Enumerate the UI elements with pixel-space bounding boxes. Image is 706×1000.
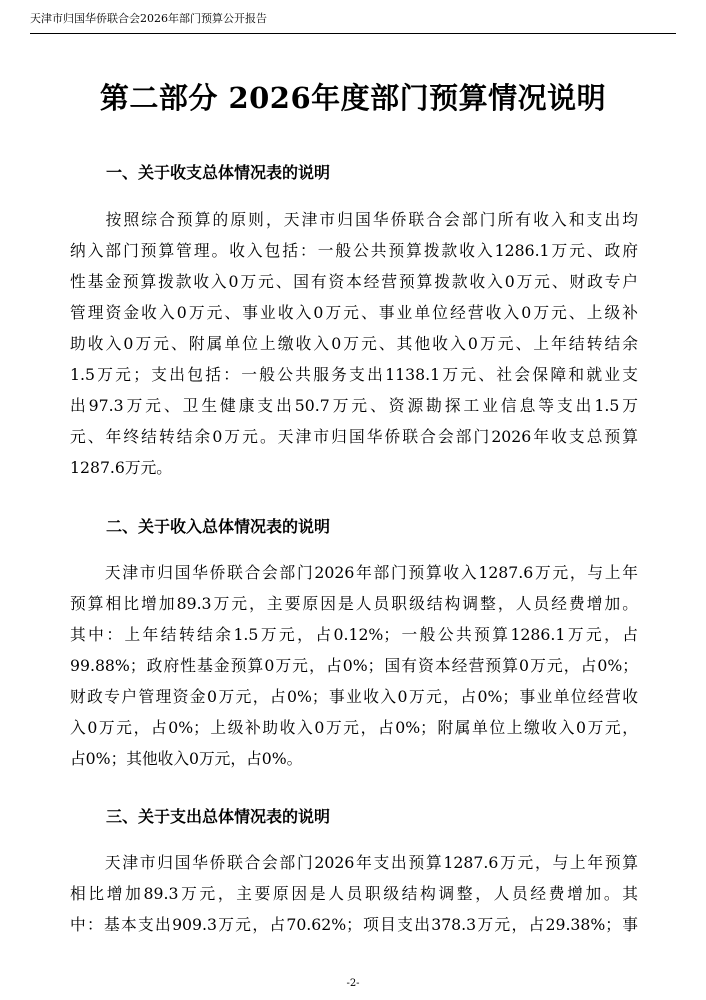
- section-heading-1: 一、关于收支总体情况表的说明: [106, 163, 331, 182]
- paragraph-line: 1.5万元；支出包括：一般公共服务支出1138.1万元、社会保障和就业支: [70, 365, 638, 384]
- section-2-paragraph: [70, 557, 638, 774]
- paragraph-line: 中：基本支出909.3万元，占70.62%；项目支出378.3万元，占29.38%；事: [70, 915, 638, 934]
- header-divider: [30, 33, 676, 34]
- paragraph-line: 出97.3万元、卫生健康支出50.7万元、资源勘探工业信息等支出1.5万: [70, 396, 638, 415]
- paragraph-line: 占0%；其他收入0万元，占0%。: [70, 749, 303, 768]
- page-title: 第二部分 2026年度部门预算情况说明: [99, 81, 607, 115]
- paragraph-line: 天津市归国华侨联合会部门2026年支出预算1287.6万元，与上年预算: [70, 853, 638, 872]
- section-heading-2: 二、关于收入总体情况表的说明: [106, 517, 331, 536]
- paragraph-line: 1287.6万元。: [70, 458, 172, 477]
- paragraph-line: 助收入0万元、附属单位上缴收入0万元、其他收入0万元、上年结转结余: [70, 334, 638, 353]
- paragraph-line: 入0万元，占0%；上级补助收入0万元，占0%；附属单位上缴收入0万元，: [70, 718, 638, 737]
- section-heading-3: 三、关于支出总体情况表的说明: [106, 807, 331, 826]
- paragraph-line: 性基金预算拨款收入0万元、国有资本经营预算拨款收入0万元、财政专户: [70, 272, 638, 291]
- paragraph-line: 99.88%；政府性基金预算0万元，占0%；国有资本经营预算0万元，占0%；: [70, 656, 638, 675]
- paragraph-line: 按照综合预算的原则，天津市归国华侨联合会部门所有收入和支出均: [70, 210, 638, 229]
- paragraph-line: 管理资金收入0万元、事业收入0万元、事业单位经营收入0万元、上级补: [70, 303, 638, 322]
- section-1-paragraph: [70, 204, 638, 483]
- paragraph-line: 相比增加89.3万元，主要原因是人员职级结构调整，人员经费增加。其: [70, 884, 638, 903]
- paragraph-line: 纳入部门预算管理。收入包括：一般公共预算拨款收入1286.1万元、政府: [70, 241, 638, 260]
- paragraph-line: 天津市归国华侨联合会部门2026年部门预算收入1287.6万元，与上年: [70, 563, 638, 582]
- paragraph-line: 元、年终结转结余0万元。天津市归国华侨联合会部门2026年收支总预算: [70, 427, 638, 446]
- paragraph-line: 其中：上年结转结余1.5万元，占0.12%；一般公共预算1286.1万元，占: [70, 625, 638, 644]
- paragraph-line: 预算相比增加89.3万元，主要原因是人员职级结构调整，人员经费增加。: [70, 594, 638, 613]
- running-header: 天津市归国华侨联合会2026年部门预算公开报告: [30, 12, 267, 25]
- paragraph-line: 财政专户管理资金0万元，占0%；事业收入0万元，占0%；事业单位经营收: [70, 687, 638, 706]
- section-3-paragraph: [70, 847, 638, 940]
- page-number: -2-: [346, 978, 360, 989]
